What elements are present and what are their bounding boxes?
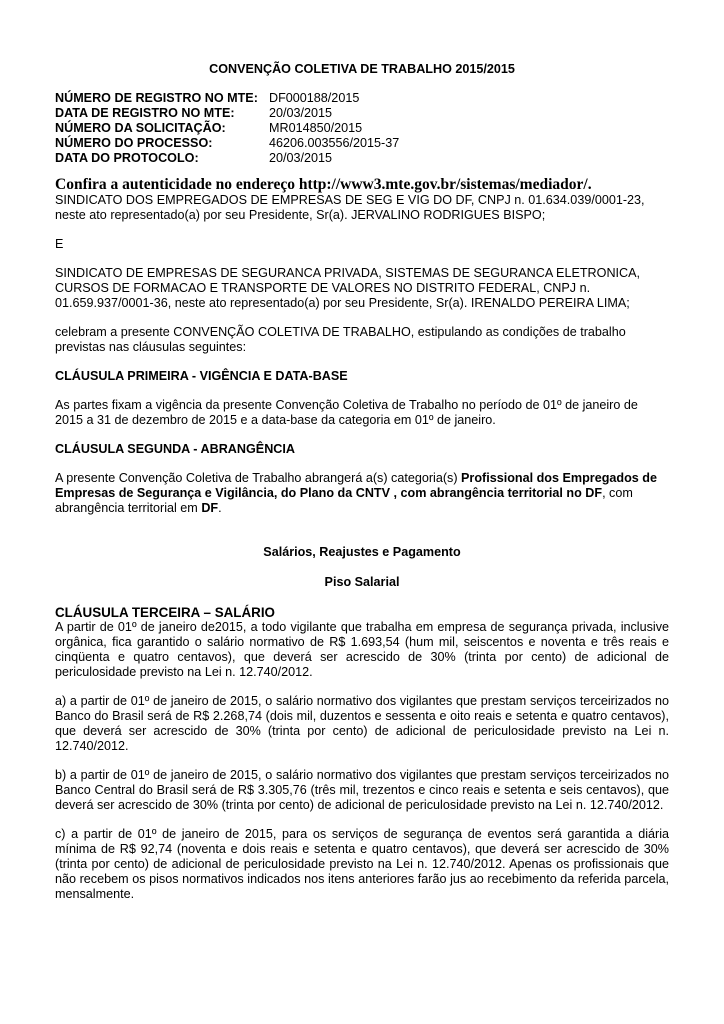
conjunction-e: E xyxy=(55,237,64,251)
clause-2-text-b: , com abrangência territorial em xyxy=(55,486,633,515)
registration-value: 20/03/2015 xyxy=(269,151,333,165)
registration-row xyxy=(55,121,399,136)
registration-value: 46206.003556/2015-37 xyxy=(269,136,400,150)
document-title: CONVENÇÃO COLETIVA DE TRABALHO 2015/2015 xyxy=(209,62,515,76)
registration-row xyxy=(55,91,399,106)
clause-2-text xyxy=(55,471,669,516)
clause-3-item-c: c) a partir de 01º de janeiro de 2015, para os serviços de segurança de eventos será garantida a diária mínima de R$ 92,74 (noventa e dois reais e setenta e quatro centavos), que deverá ser acrescido de 30% (trinta por cento) de adicional de periculosidade previsto na Lei n. 12.740/2012. Apenas os profissionais que não recebem os pisos normativos indicados nos itens anteriores farão jus ao recebimento da referida parcela, mensalmente. xyxy=(55,827,669,901)
clause-2-text-c: . xyxy=(218,501,222,515)
document-page xyxy=(55,62,669,916)
clause-1-text: As partes fixam a vigência da presente Convenção Coletiva de Trabalho no período de 01º de janeiro de 2015 a 31 de dezembro de 2015 e a data-base da categoria em 01º de janeiro. xyxy=(55,398,638,427)
clause-2-bold-a: Profissional dos Empregados de Empresas de Segurança e Vigilância, do Plano da CNTV , com abrangência territorial no DF xyxy=(55,471,657,500)
registration-value: DF000188/2015 xyxy=(269,91,360,105)
party-employers: SINDICATO DE EMPRESAS DE SEGURANCA PRIVADA, SISTEMAS DE SEGURANCA ELETRONICA, CURSOS DE FORMACAO E TRANSPORTE DE VALORES NO DISTRITO FEDERAL, CNPJ n. 01.659.937/0001-36, neste ato representado(a) por seu Presidente, Sr(a). IRENALDO PEREIRA LIMA; xyxy=(55,266,641,310)
registration-row xyxy=(55,136,399,151)
registration-row xyxy=(55,106,399,121)
registration-label: NÚMERO DA SOLICITAÇÃO: xyxy=(55,121,226,135)
registration-value: 20/03/2015 xyxy=(269,106,333,120)
clause-2-text-a: A presente Convenção Coletiva de Trabalho abrangerá a(s) categoria(s) xyxy=(55,471,462,485)
celebration-statement: celebram a presente CONVENÇÃO COLETIVA DE TRABALHO, estipulando as condições de trabalho previstas nas cláusulas seguintes: xyxy=(55,325,626,354)
party-employees: SINDICATO DOS EMPREGADOS DE EMPRESAS DE SEG E VIG DO DF, CNPJ n. 01.634.039/0001-23, neste ato representado(a) por seu Presidente, Sr(a). JERVALINO RODRIGUES BISPO; xyxy=(55,193,645,222)
clause-2-heading: CLÁUSULA SEGUNDA - ABRANGÊNCIA xyxy=(55,442,295,456)
clause-2-bold-b: DF xyxy=(201,501,219,515)
clause-3-item-a: a) a partir de 01º de janeiro de 2015, o salário normativo dos vigilantes que prestam serviços terceirizados no Banco do Brasil será de R$ 2.268,74 (dois mil, duzentos e sessenta e oito reais e setenta e quatro centavos), que deverá ser acrescido de 30% (trinta por cento) de adicional de periculosidade previsto na Lei n. 12.740/2012. xyxy=(55,694,669,753)
clause-3-heading: CLÁUSULA TERCEIRA – SALÁRIO xyxy=(55,605,275,620)
registration-label: NÚMERO DO PROCESSO: xyxy=(55,136,213,150)
registration-value: MR014850/2015 xyxy=(269,121,363,135)
authenticity-notice: Confira a autenticidade no endereço http://www3.mte.gov.br/sistemas/mediador/. xyxy=(55,176,592,193)
registration-label: DATA DO PROTOCOLO: xyxy=(55,151,199,165)
registration-label: NÚMERO DE REGISTRO NO MTE: xyxy=(55,91,258,105)
subsection-heading: Piso Salarial xyxy=(324,575,400,589)
section-heading: Salários, Reajustes e Pagamento xyxy=(263,545,461,559)
clause-3-intro: A partir de 01º de janeiro de2015, a todo vigilante que trabalha em empresa de segurança privada, inclusive orgânica, fica garantido o salário normativo de R$ 1.693,54 (hum mil, seiscentos e noventa e três reais e cinqüenta e quatro centavos), que deverá ser acrescido de 30% (trinta por cento) de adicional de periculosidade previsto na Lei n. 12.740/2012. xyxy=(55,620,669,679)
clause-1-heading: CLÁUSULA PRIMEIRA - VIGÊNCIA E DATA-BASE xyxy=(55,369,348,383)
registration-table xyxy=(55,91,399,166)
registration-label: DATA DE REGISTRO NO MTE: xyxy=(55,106,235,120)
clause-3-item-b: b) a partir de 01º de janeiro de 2015, o salário normativo dos vigilantes que prestam serviços terceirizados no Banco Central do Brasil será de R$ 3.305,76 (três mil, trezentos e cinco reais e setenta e seis centavos), que deverá ser acrescido de 30% (trinta por cento) de adicional de periculosidade previsto na Lei n. 12.740/2012. xyxy=(55,768,669,812)
registration-row xyxy=(55,151,399,166)
